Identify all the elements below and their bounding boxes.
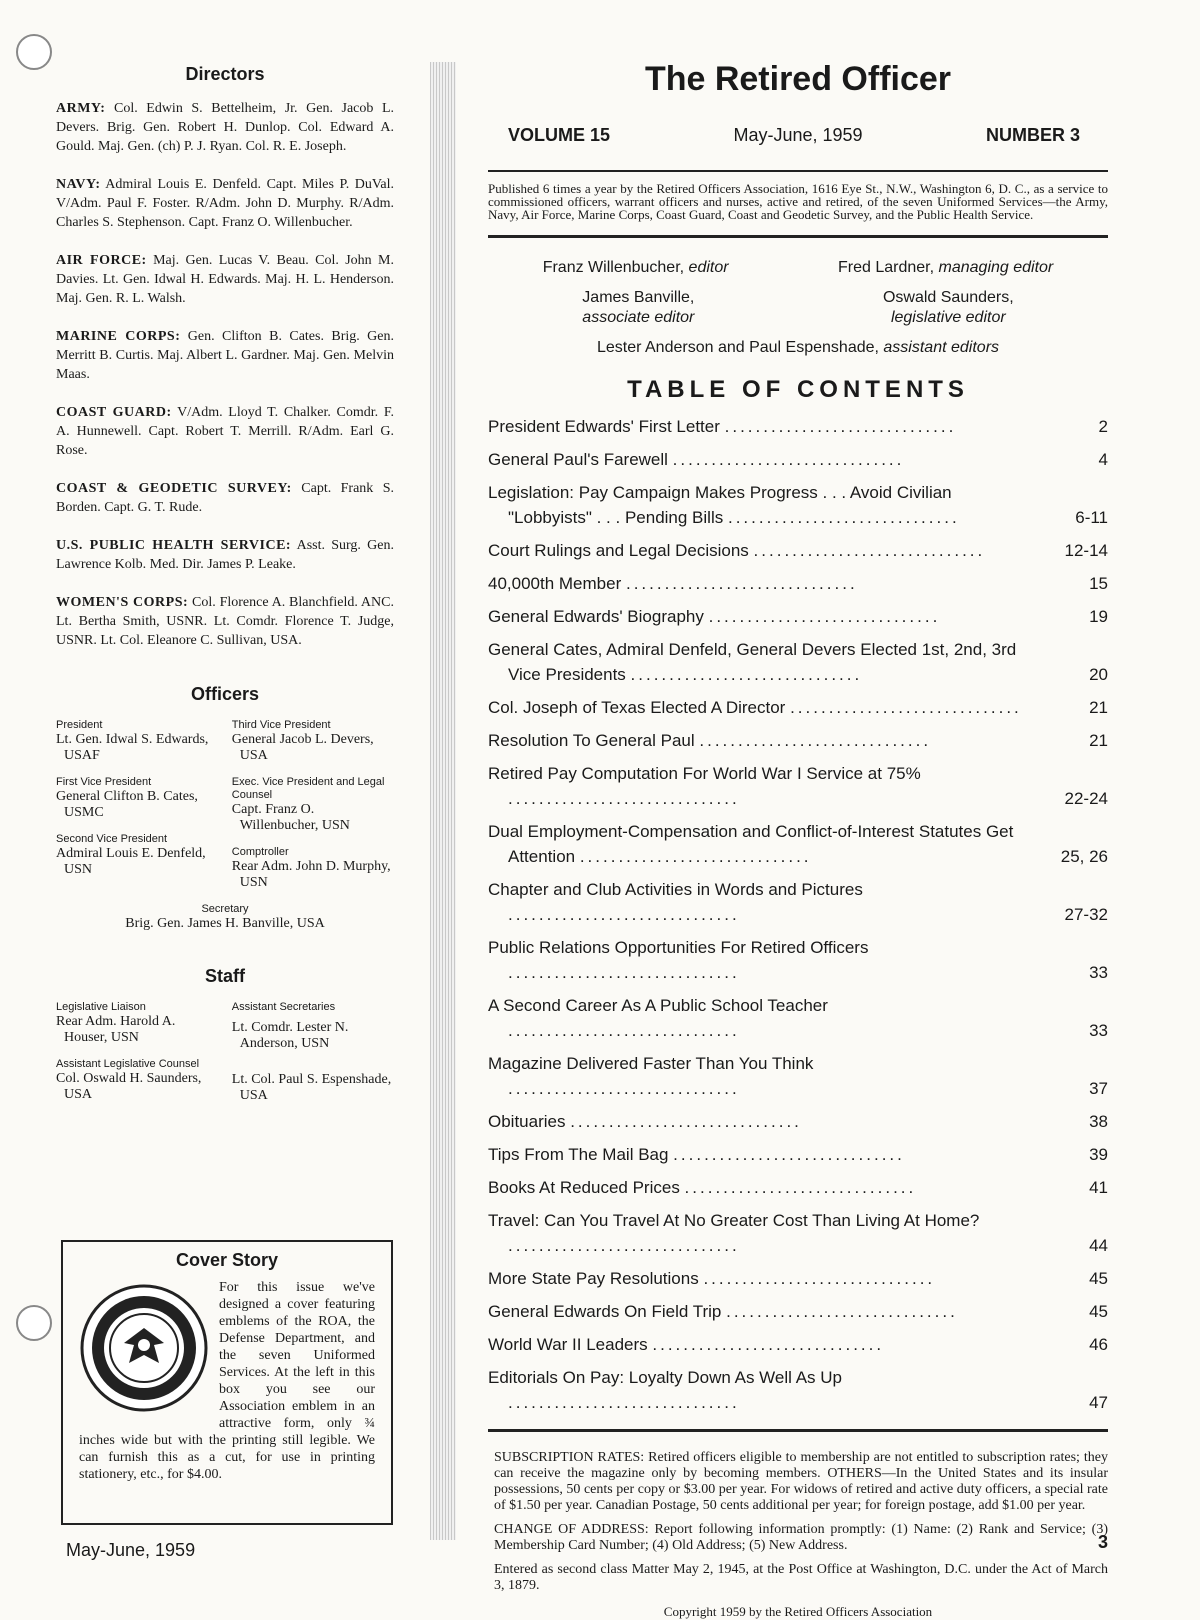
toc-item <box>488 993 1108 1043</box>
toc-item <box>488 414 1108 439</box>
toc-item <box>488 447 1108 472</box>
toc-item-page: 38 <box>1089 1112 1108 1131</box>
toc-title: TABLE OF CONTENTS <box>627 376 969 403</box>
toc-list <box>488 414 1108 1415</box>
director-entry: WOMEN'S CORPS: Col. Florence A. Blanchfield. ANC. Lt. Bertha Smith, USNR. Lt. Comdr. Florence T. Judge, USNR. Lt. Col. Eleanore C. Sullivan, USA. <box>56 595 394 648</box>
director-entry: COAST & GEODETIC SURVEY: Capt. Frank S. Borden. Capt. G. T. Rude. <box>56 481 395 515</box>
editor-entry: Franz Willenbucher, editor <box>542 259 729 276</box>
toc-item <box>488 728 1108 753</box>
right-column <box>488 60 1108 1620</box>
toc-item-title: World War II Leaders .............................. <box>488 1335 885 1354</box>
staff-label: Assistant Legislative Counsel <box>56 1058 200 1070</box>
toc-leader-dots: .............................. <box>708 607 941 626</box>
toc-item <box>488 1299 1108 1324</box>
director-entry: AIR FORCE: Maj. Gen. Lucas V. Beau. Col. John M. Davies. Lt. Gen. Idwal H. Edwards. Maj. H. L. Henderson. Maj. Gen. R. L. Walsh. <box>56 253 395 306</box>
toc-leader-dots: .............................. <box>753 541 986 560</box>
toc-item <box>488 1051 1108 1101</box>
toc-item <box>488 761 1108 811</box>
toc-leader-dots: .............................. <box>673 1145 905 1164</box>
toc-item <box>488 935 1108 985</box>
editor-entry: Oswald Saunders, legislative editor <box>882 289 1014 326</box>
toc-leader-dots: .............................. <box>699 731 932 750</box>
toc-item <box>488 538 1108 563</box>
toc-item-page: 15 <box>1089 574 1108 593</box>
association-emblem-icon <box>79 1283 209 1413</box>
toc-leader-dots: .............................. <box>684 1178 917 1197</box>
officers-title: Officers <box>190 684 260 704</box>
toc-leader-dots: .............................. <box>727 508 960 527</box>
toc-leader-dots: .............................. <box>724 417 957 436</box>
secretary-label: Secretary <box>201 903 249 915</box>
column-divider <box>430 62 456 1540</box>
toc-item-title: Books At Reduced Prices .............................. <box>488 1178 917 1197</box>
rule <box>488 170 1108 172</box>
secretary-value: Brig. Gen. James H. Banville, USA <box>125 916 325 931</box>
toc-item <box>488 695 1108 720</box>
toc-item-page: 21 <box>1089 698 1108 717</box>
toc-item-page: 45 <box>1089 1269 1108 1288</box>
toc-item-page: 46 <box>1089 1335 1108 1354</box>
rule <box>488 235 1108 238</box>
toc-item-title: More State Pay Resolutions .............................. <box>488 1269 936 1288</box>
director-entry: NAVY: Admiral Louis E. Denfeld. Capt. Miles P. DuVal. V/Adm. Paul F. Foster. R/Adm. John D. Murphy. R/Adm. Charles S. Stephenson. Capt. Franz O. Willenbucher. <box>56 177 394 230</box>
editor-entry: James Banville, associate editor <box>582 289 695 326</box>
officer-value: Admiral Louis E. Denfeld, USN <box>56 846 206 877</box>
footer-date: May-June, 1959 <box>66 1540 196 1560</box>
secretary <box>56 903 394 932</box>
issue-info <box>508 125 1080 146</box>
toc-leader-dots: .............................. <box>790 698 1022 717</box>
toc-leader-dots: .............................. <box>703 1269 936 1288</box>
toc-item <box>488 1109 1108 1134</box>
toc-item-title: Magazine Delivered Faster Than You Think .............................. <box>488 1054 814 1098</box>
toc-leader-dots: .............................. <box>508 963 740 982</box>
officer-label: President <box>56 719 103 731</box>
toc-item-title: Travel: Can You Travel At No Greater Cost Than Living At Home? .............................. <box>488 1211 980 1255</box>
staff-label: Legislative Liaison <box>56 1001 146 1013</box>
left-column <box>56 64 394 1116</box>
director-entry: MARINE CORPS: Gen. Clifton B. Cates. Brig. Gen. Merritt B. Curtis. Maj. Albert L. Gardner. Maj. Gen. Melvin Maas. <box>56 329 394 382</box>
toc-item-title: Dual Employment-Compensation and Conflict-of-Interest Statutes Get Attention .............................. <box>488 822 1014 866</box>
toc-leader-dots: .............................. <box>652 1335 885 1354</box>
toc-item-page: 33 <box>1089 963 1108 982</box>
volume: VOLUME 15 <box>508 125 611 145</box>
editor-entry: Lester Anderson and Paul Espenshade, assistant editors <box>596 339 1000 356</box>
toc-item-page: 47 <box>1089 1393 1108 1412</box>
toc-item-title: A Second Career As A Public School Teacher .............................. <box>488 996 828 1040</box>
toc-leader-dots: .............................. <box>508 1079 740 1098</box>
director-entry: COAST GUARD: V/Adm. Lloyd T. Chalker. Comdr. F. A. Hunnewell. Capt. Robert T. Merrill. R/Adm. Earl G. Rose. <box>56 405 395 458</box>
toc-item-page: 33 <box>1089 1021 1108 1040</box>
toc-item-page: 21 <box>1089 731 1108 750</box>
toc-item-title: General Edwards On Field Trip .............................. <box>488 1302 958 1321</box>
staff-value: Lt. Comdr. Lester N. Anderson, USN <box>231 1020 349 1051</box>
toc-item <box>488 571 1108 596</box>
director-entry: U.S. PUBLIC HEALTH SERVICE: Asst. Surg. Gen. Lawrence Kolb. Med. Dir. James P. Leake. <box>56 538 394 572</box>
toc-item <box>488 819 1108 869</box>
toc-leader-dots: .............................. <box>508 1021 740 1040</box>
entered-note: Entered as second class Matter May 2, 1945, at the Post Office at Washington, D.C. under the Act of March 3, 1879. <box>494 1562 1108 1593</box>
toc-item-page: 19 <box>1089 607 1108 626</box>
officer-value: Lt. Gen. Idwal S. Edwards, USAF <box>56 732 209 763</box>
toc-item-page: 6-11 <box>1075 508 1108 527</box>
toc-item-title: General Paul's Farewell .............................. <box>488 450 905 469</box>
toc-item-page: 25, 26 <box>1060 847 1108 866</box>
toc-leader-dots: .............................. <box>625 574 858 593</box>
toc-item <box>488 1266 1108 1291</box>
officer-label: Exec. Vice President and Legal Counsel <box>231 776 385 801</box>
staff-value: Lt. Col. Paul S. Espenshade, USA <box>231 1072 392 1103</box>
toc-item-page: 44 <box>1089 1236 1108 1255</box>
publication-note: Published 6 times a year by the Retired Officers Association, 1616 Eye St., N.W., Washington 6, D. C., as a service to commissioned officers, warrant officers and nurses, active and retired, of the seven Uniformed Services—the Army, Navy, Air Force, Marine Corps, Coast Guard, Coast and Geodetic Survey, and the Public Health Service. <box>488 181 1108 222</box>
staff-grid <box>56 1001 394 1116</box>
issue-number: NUMBER 3 <box>985 125 1080 145</box>
issue-date: May-June, 1959 <box>733 125 863 145</box>
toc-item-title: President Edwards' First Letter .............................. <box>488 417 957 436</box>
directors-title: Directors <box>185 64 265 84</box>
toc-item-page: 12-14 <box>1064 541 1108 560</box>
toc-item-title: Editorials On Pay: Loyalty Down As Well As Up .............................. <box>488 1368 843 1412</box>
toc-item-title: 40,000th Member .............................. <box>488 574 858 593</box>
staff-title: Staff <box>205 966 245 986</box>
toc-item-title: Public Relations Opportunities For Retired Officers .............................. <box>488 938 869 982</box>
toc-item-page: 4 <box>1098 450 1108 469</box>
toc-item <box>488 480 1108 530</box>
toc-leader-dots: .............................. <box>508 1393 740 1412</box>
toc-item-title: Resolution To General Paul .............................. <box>488 731 932 750</box>
officer-value: Rear Adm. John D. Murphy, USN <box>231 859 391 890</box>
toc-item <box>488 877 1108 927</box>
toc-item <box>488 1332 1108 1357</box>
cover-story-box <box>61 1240 393 1525</box>
toc-item-page: 37 <box>1089 1079 1108 1098</box>
toc-item-page: 39 <box>1089 1145 1108 1164</box>
toc-leader-dots: .............................. <box>508 905 740 924</box>
toc-item-title: General Cates, Admiral Denfeld, General Devers Elected 1st, 2nd, 3rd Vice Presidents .............................. <box>488 640 1017 684</box>
binder-hole-top <box>16 34 52 70</box>
officers-grid <box>56 719 394 903</box>
toc-leader-dots: .............................. <box>672 450 905 469</box>
editors <box>488 258 1108 358</box>
toc-item-title: Chapter and Club Activities in Words and Pictures .............................. <box>488 880 863 924</box>
change-of-address: CHANGE OF ADDRESS: Report following information promptly: (1) Name: (2) Rank and Service; (3) Membership Card Number; (4) Old Address; (5) New Address. <box>494 1522 1108 1553</box>
toc-item-page: 27-32 <box>1064 905 1108 924</box>
toc-item <box>488 1365 1108 1415</box>
director-entry: ARMY: Col. Edwin S. Bettelheim, Jr. Gen. Jacob L. Devers. Brig. Gen. Robert H. Dunlop. Col. Edward A. Gould. Maj. Gen. (ch) P. J. Ryan. Col. R. E. Joseph. <box>56 101 394 154</box>
officer-label: Comptroller <box>231 846 289 858</box>
toc-item-title: General Edwards' Biography .............................. <box>488 607 941 626</box>
toc-item-page: 22-24 <box>1064 789 1108 808</box>
toc-item-page: 2 <box>1098 417 1108 436</box>
officer-value: Capt. Franz O. Willenbucher, USN <box>231 802 350 833</box>
officer-value: General Clifton B. Cates, USMC <box>56 789 198 820</box>
toc-leader-dots: .............................. <box>630 665 863 684</box>
toc-item-title: Obituaries .............................. <box>488 1112 802 1131</box>
toc-item <box>488 637 1108 687</box>
toc-leader-dots: .............................. <box>579 847 812 866</box>
magazine-title: The Retired Officer <box>644 60 952 98</box>
toc-item <box>488 604 1108 629</box>
toc-item-page: 45 <box>1089 1302 1108 1321</box>
officer-label: Second Vice President <box>56 833 168 845</box>
toc-item <box>488 1142 1108 1167</box>
toc-leader-dots: .............................. <box>508 1236 740 1255</box>
toc-item <box>488 1208 1108 1258</box>
toc-leader-dots: .............................. <box>508 789 740 808</box>
staff-value: Col. Oswald H. Saunders, USA <box>56 1071 202 1102</box>
toc-item-page: 41 <box>1089 1178 1108 1197</box>
toc-item-page: 20 <box>1089 665 1108 684</box>
staff-label: Assistant Secretaries <box>231 1001 336 1013</box>
staff-value: Rear Adm. Harold A. Houser, USN <box>56 1014 176 1045</box>
cover-story-title: Cover Story <box>175 1250 279 1270</box>
directors-list <box>56 99 394 650</box>
toc-item-title: Legislation: Pay Campaign Makes Progress . . . Avoid Civilian "Lobbyists" . . . Pending Bills .............................. <box>488 483 960 527</box>
officer-value: General Jacob L. Devers, USA <box>231 732 374 763</box>
rule <box>488 1429 1108 1432</box>
officer-label: First Vice President <box>56 776 152 788</box>
cover-story-text: For this issue we've designed a cover featuring emblems of the ROA, the Defense Department, and the seven Uniformed Services. At the left in this box you see our Association emblem in an attractive form, only ¾ inches wide but with the printing still legible. We can furnish this as a cut, for use in printing stationery, etc., for $4.00. <box>79 1280 375 1482</box>
toc-item <box>488 1175 1108 1200</box>
copyright: Copyright 1959 by the Retired Officers Association <box>663 1604 933 1619</box>
toc-item-title: Tips From The Mail Bag .............................. <box>488 1145 905 1164</box>
editor-entry: Fred Lardner, managing editor <box>838 259 1054 276</box>
binder-hole-bottom <box>16 1305 52 1341</box>
toc-item-title: Col. Joseph of Texas Elected A Director .............................. <box>488 698 1022 717</box>
toc-item-title: Retired Pay Computation For World War I Service at 75% .............................. <box>488 764 921 808</box>
toc-leader-dots: .............................. <box>726 1302 958 1321</box>
toc-item-title: Court Rulings and Legal Decisions .............................. <box>488 541 986 560</box>
page-number: 3 <box>1098 1532 1109 1552</box>
subscription-rates: SUBSCRIPTION RATES: Retired officers eligible to membership are not entitled to subscription rates; they can receive the magazine only by becoming members. OTHERS—In the United States and its insular possessions, 50 cents per copy or $3.00 per year. For widows of retired and active duty officers, a special rate of $1.50 per year. Canadian Postage, 50 cents additional per year; for foreign postage, add $1.00 per year. <box>494 1450 1108 1513</box>
toc-leader-dots: .............................. <box>570 1112 802 1131</box>
officer-label: Third Vice President <box>231 719 331 731</box>
